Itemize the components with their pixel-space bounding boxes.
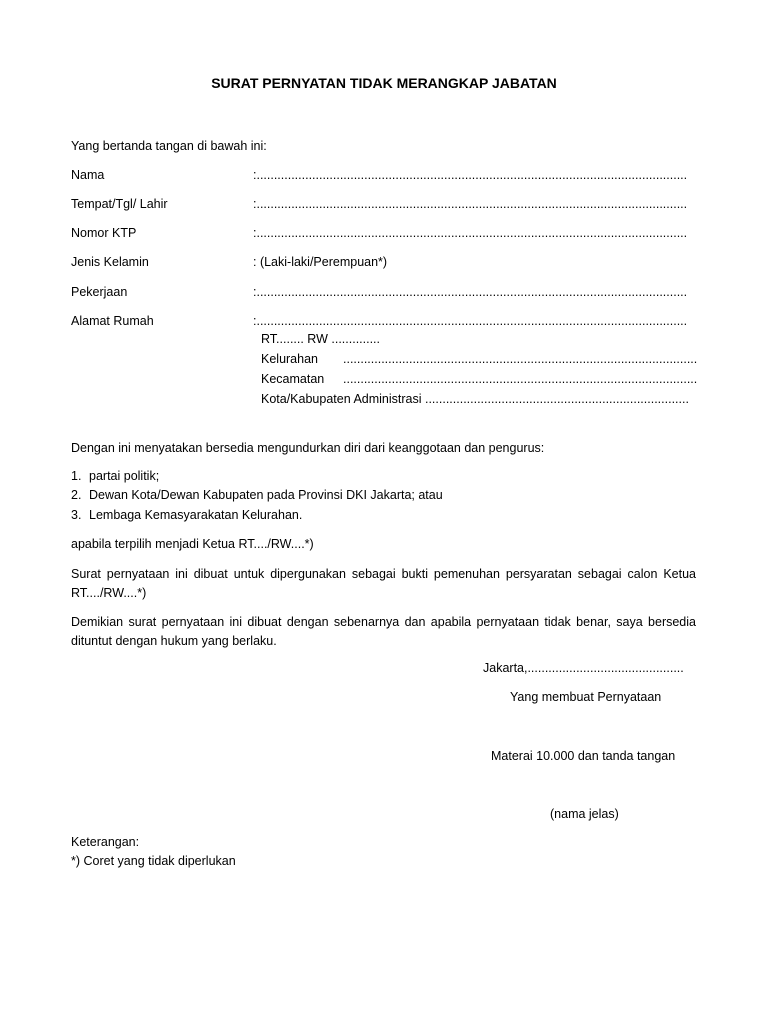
condition-text: apabila terpilih menjadi Ketua RT..../RW....*) xyxy=(71,537,314,551)
closing-paragraph: Demikian surat pernyataan ini dibuat dengan sebenarnya dan apabila pernyataan tidak benar, saya bersedia dituntut dengan hukum yang berlaku. xyxy=(71,615,696,648)
stamp-note: Materai 10.000 dan tanda tangan xyxy=(491,749,676,763)
list-item-text: Lembaga Kemasyarakatan Kelurahan. xyxy=(89,508,303,522)
notes-text: *) Coret yang tidak diperlukan xyxy=(71,854,236,868)
place-date: Jakarta,............................................. xyxy=(483,661,684,675)
address-kelurahan-value: ...................................................................................................... xyxy=(343,352,698,366)
list-item-text: partai politik; xyxy=(89,469,160,483)
address-kecamatan-value: ...................................................................................................... xyxy=(343,372,698,386)
list-item-text: Dewan Kota/Dewan Kabupaten pada Provinsi DKI Jakarta; atau xyxy=(89,488,443,502)
address-rt-rw: RT........ RW .............. xyxy=(261,332,381,346)
field-value-jenis-kelamin: : (Laki-laki/Perempuan*) xyxy=(253,255,388,269)
field-label-alamat-rumah: Alamat Rumah xyxy=(71,314,154,328)
field-label-jenis-kelamin: Jenis Kelamin xyxy=(71,255,149,269)
intro-text: Yang bertanda tangan di bawah ini: xyxy=(71,139,267,153)
address-kota: Kota/Kabupaten Administrasi ............................................................................ xyxy=(261,392,689,406)
field-value-alamat-rumah: :............................................................................................................................ xyxy=(253,314,688,328)
field-label-tempat-tgl-lahir: Tempat/Tgl/ Lahir xyxy=(71,197,168,211)
name-note: (nama jelas) xyxy=(550,807,619,821)
document-title: SURAT PERNYATAN TIDAK MERANGKAP JABATAN xyxy=(211,75,557,91)
notes-heading: Keterangan: xyxy=(71,835,140,849)
field-value-tempat-tgl-lahir: :............................................................................................................................ xyxy=(253,197,688,211)
field-value-nomor-ktp: :............................................................................................................................ xyxy=(253,226,688,240)
field-label-nama: Nama xyxy=(71,168,105,182)
address-kelurahan-label: Kelurahan xyxy=(261,352,318,366)
list-item-number: 3. xyxy=(71,508,82,522)
purpose-paragraph: Surat pernyataan ini dibuat untuk dipergunakan sebagai bukti pemenuhan persyaratan sebagai calon Ketua RT..../RW....*) xyxy=(71,567,696,600)
list-item-number: 1. xyxy=(71,469,82,483)
address-kecamatan-label: Kecamatan xyxy=(261,372,325,386)
field-value-pekerjaan: :............................................................................................................................ xyxy=(253,285,688,299)
list-item-number: 2. xyxy=(71,488,82,502)
field-label-nomor-ktp: Nomor KTP xyxy=(71,226,137,240)
statement-text: Dengan ini menyatakan bersedia mengundurkan diri dari keanggotaan dan pengurus: xyxy=(71,441,545,455)
field-label-pekerjaan: Pekerjaan xyxy=(71,285,128,299)
signer-label: Yang membuat Pernyataan xyxy=(510,690,662,704)
field-value-nama: :............................................................................................................................ xyxy=(253,168,688,182)
